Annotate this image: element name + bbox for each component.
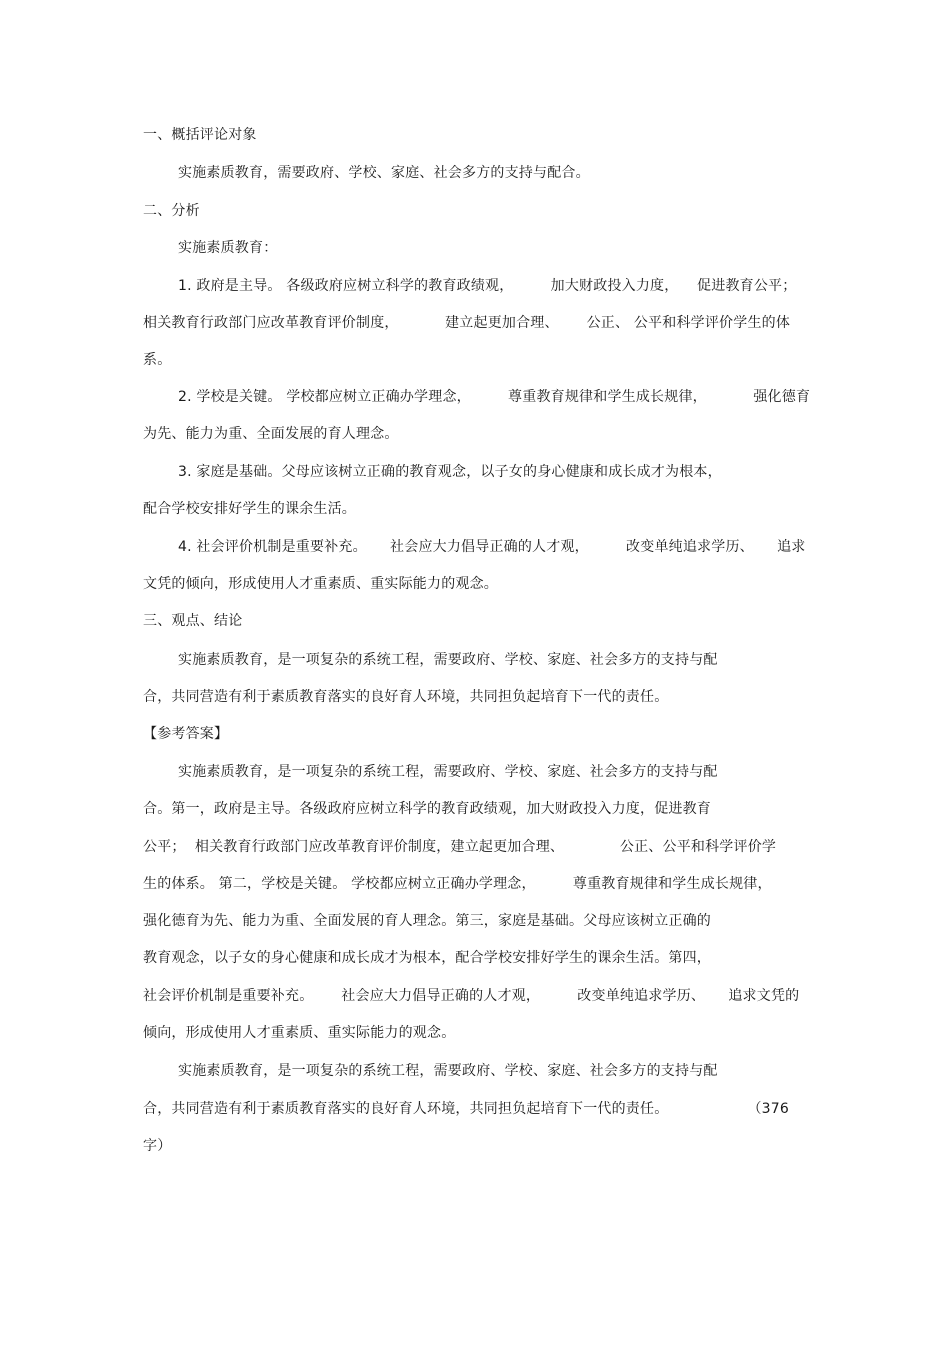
paragraph-line: 实施素质教育，是一项复杂的系统工程，需要政府、学校、家庭、社会多方的支持与配	[178, 652, 718, 668]
paragraph-line: 实施素质教育，需要政府、学校、家庭、社会多方的支持与配合。	[178, 165, 590, 181]
paragraph-line: 为先、能力为重、全面发展的育人理念。	[143, 426, 399, 442]
paragraph-line: 生的体系。 第二，学校是关键。 学校都应树立正确办学理念， 尊重教育规律和学生成长规律，	[143, 876, 772, 892]
paragraph-line: 2. 学校是关键。 学校都应树立正确办学理念， 尊重教育规律和学生成长规律， 强化德育	[178, 389, 811, 405]
heading-analysis: 二、分析	[143, 203, 200, 219]
paragraph-line: 公平； 相关教育行政部门应改革教育评价制度，建立起更加合理、 公正、公平和科学评价学	[143, 839, 777, 855]
paragraph-line: 配合学校安排好学生的课余生活。	[143, 501, 356, 517]
paragraph-line: 教育观念，以子女的身心健康和成长成才为根本，配合学校安排好学生的课余生活。第四，	[143, 950, 711, 966]
paragraph-line: 实施素质教育：	[178, 240, 278, 256]
heading-conclusion: 三、观点、结论	[143, 613, 243, 629]
word-count: 字）	[143, 1138, 172, 1154]
paragraph-line: 实施素质教育，是一项复杂的系统工程，需要政府、学校、家庭、社会多方的支持与配	[178, 1063, 718, 1079]
paragraph-line: 相关教育行政部门应改革教育评价制度， 建立起更加合理、 公正、 公平和科学评价学生的体	[143, 315, 791, 331]
paragraph-line: 1. 政府是主导。 各级政府应树立科学的教育政绩观， 加大财政投入力度， 促进教育公平；	[178, 278, 797, 294]
paragraph-line: 文凭的倾向，形成使用人才重素质、重实际能力的观念。	[143, 576, 498, 592]
paragraph-line: 倾向，形成使用人才重素质、重实际能力的观念。	[143, 1025, 456, 1041]
heading-summary: 一、概括评论对象	[143, 127, 257, 143]
paragraph-line: 实施素质教育，是一项复杂的系统工程，需要政府、学校、家庭、社会多方的支持与配	[178, 764, 718, 780]
paragraph-line: 合。第一，政府是主导。各级政府应树立科学的教育政绩观，加大财政投入力度，促进教育	[143, 801, 711, 817]
paragraph-line: 3. 家庭是基础。父母应该树立正确的教育观念，以子女的身心健康和成长成才为根本，	[178, 464, 722, 480]
heading-reference-answer: 【参考答案】	[143, 726, 229, 742]
paragraph-line: 强化德育为先、能力为重、全面发展的育人理念。第三，家庭是基础。父母应该树立正确的	[143, 913, 711, 929]
paragraph-line: 合，共同营造有利于素质教育落实的良好育人环境，共同担负起培育下一代的责任。 （376	[143, 1101, 789, 1117]
paragraph-line: 4. 社会评价机制是重要补充。 社会应大力倡导正确的人才观， 改变单纯追求学历、 追求	[178, 539, 806, 555]
paragraph-line: 系。	[143, 352, 172, 368]
paragraph-line: 社会评价机制是重要补充。 社会应大力倡导正确的人才观， 改变单纯追求学历、 追求文凭的	[143, 988, 800, 1004]
paragraph-line: 合，共同营造有利于素质教育落实的良好育人环境，共同担负起培育下一代的责任。	[143, 689, 669, 705]
